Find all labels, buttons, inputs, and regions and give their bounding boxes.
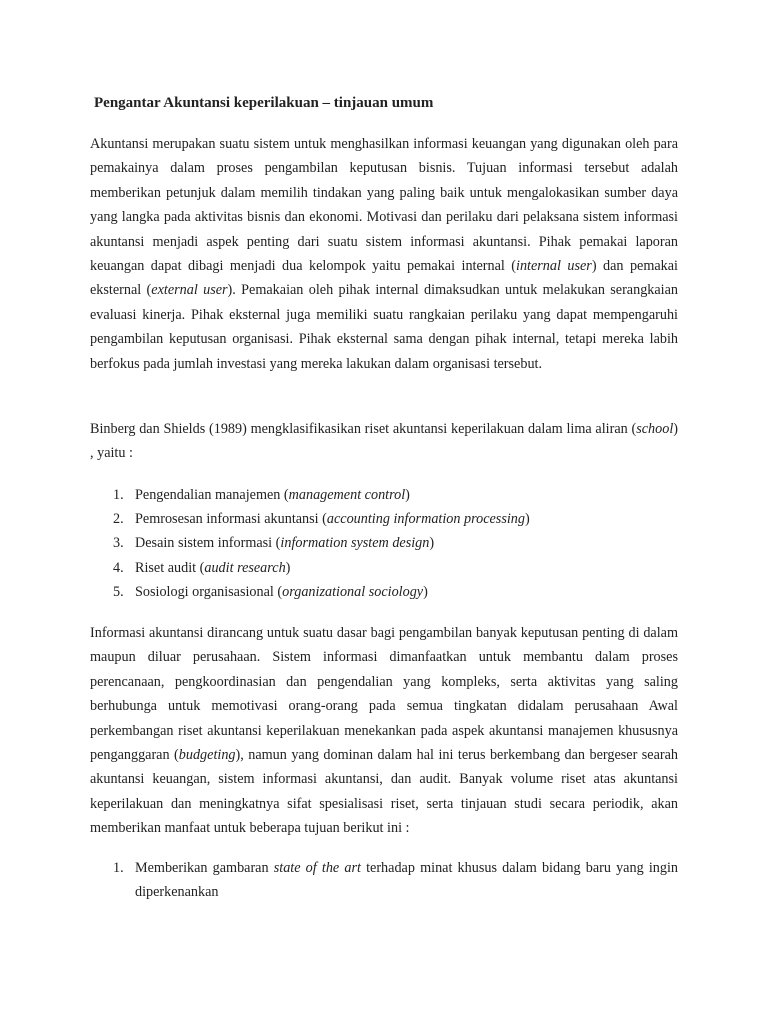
list-number: 1.	[113, 487, 124, 503]
italic-term: information system design	[280, 535, 430, 552]
italic-term: external user	[151, 282, 228, 299]
paragraph-text: ), namun yang dominan dalam hal ini terus berkembang dan bergeser searah akuntansi keuangan, sistem informasi akuntansi, dan audit. Banyak volume riset atas akuntansi keperilakuan dan meningkatnya sifat spesialisasi riset, serta tinjauan studi secara periodik, akan memberikan manfaat untuk beberapa tujuan berikut ini :	[90, 747, 678, 837]
list-item-text: Pemrosesan informasi akuntansi (	[135, 511, 327, 528]
list-item	[90, 483, 678, 507]
document-title: Pengantar Akuntansi keperilakuan – tinjauan umum	[94, 95, 434, 111]
list-item-text: Riset audit (	[135, 559, 205, 576]
list-item	[90, 531, 678, 555]
paragraph-text: Akuntansi merupakan suatu sistem untuk menghasilkan informasi keuangan yang digunakan oleh para pemakainya dalam proses pengambilan keputusan bisnis. Tujuan informasi tersebut adalah memberikan petunjuk dalam memilih tindakan yang paling baik untuk mengalokasikan sumber daya yang langka pada aktivitas bisnis dan ekonomi. Motivasi dan perilaku dari pelaksana sistem informasi akuntansi menjadi aspek penting dari suatu sistem informasi akuntansi. Pihak pemakai laporan keuangan dapat dibagi menjadi dua kelompok yaitu pemakai internal (	[90, 136, 678, 275]
paragraph-research-streams	[90, 417, 678, 466]
italic-term: organizational sociology	[282, 583, 424, 600]
list-item-text: )	[285, 559, 291, 576]
list-item-text: )	[423, 583, 428, 600]
italic-term: school	[636, 421, 674, 437]
italic-term: state of the art	[273, 860, 361, 876]
italic-term: budgeting	[178, 747, 236, 764]
italic-term: accounting information processing	[326, 511, 525, 528]
list-item-text: )	[524, 511, 530, 528]
list-item	[90, 856, 678, 905]
paragraph-information-purpose	[90, 621, 678, 841]
list-number: 5.	[113, 583, 124, 600]
research-streams-list	[90, 483, 678, 604]
italic-term: management control	[288, 487, 406, 503]
list-number: 4.	[113, 559, 124, 576]
paragraph-text: Informasi akuntansi dirancang untuk suatu dasar bagi pengambilan banyak keputusan penting di dalam maupun diluar perusahaan. Sistem informasi dimanfaatkan untuk membantu dalam proses perencanaan, pengkoordinasian dan pengendalian yang kompleks, serta aktivitas yang saling berhubunga untuk memotivasi orang-orang pada semua tingkatan didalam perusahaan Awal perkembangan riset akuntansi keperilakuan menekankan pada aspek akuntansi manajemen khususnya penganggaran (	[90, 625, 678, 764]
list-number: 2.	[113, 511, 124, 528]
list-item	[90, 507, 678, 531]
paragraph-text: Binberg dan Shields (1989) mengklasifikasikan riset akuntansi keperilakuan dalam lima aliran (	[90, 421, 637, 437]
review-purposes-list	[90, 856, 678, 905]
list-item-text: Desain sistem informasi (	[135, 535, 281, 552]
list-item-text: )	[429, 535, 435, 552]
list-item-text: Pengendalian manajemen (	[135, 487, 289, 503]
list-item-text: Memberikan gambaran	[135, 860, 274, 876]
paragraph-text: ) , yaitu :	[90, 421, 678, 462]
list-item	[90, 556, 678, 580]
paragraph-text: ) dan pemakai eksternal (	[90, 258, 678, 299]
list-number: 1.	[113, 860, 124, 876]
list-item-text: )	[405, 487, 410, 503]
list-item-text: Sosiologi organisasional (	[135, 583, 283, 600]
italic-term: internal user	[516, 258, 592, 275]
paragraph-accounting-intro	[90, 132, 678, 376]
list-item	[90, 580, 678, 604]
italic-term: audit research	[204, 559, 286, 576]
list-number: 3.	[113, 535, 124, 552]
list-item-text: terhadap minat khusus dalam bidang baru yang ingin diperkenankan	[135, 860, 678, 901]
paragraph-text: ). Pemakaian oleh pihak internal dimaksudkan untuk melakukan serangkaian evaluasi kinerja. Pihak eksternal juga memiliki suatu rangkaian perilaku yang dapat mempengaruhi pengambilan keputusan organisasi. Pihak eksternal sama dengan pihak internal, tetapi mereka labih berfokus pada jumlah investasi yang mereka lakukan dalam organisasi tersebut.	[90, 282, 679, 372]
